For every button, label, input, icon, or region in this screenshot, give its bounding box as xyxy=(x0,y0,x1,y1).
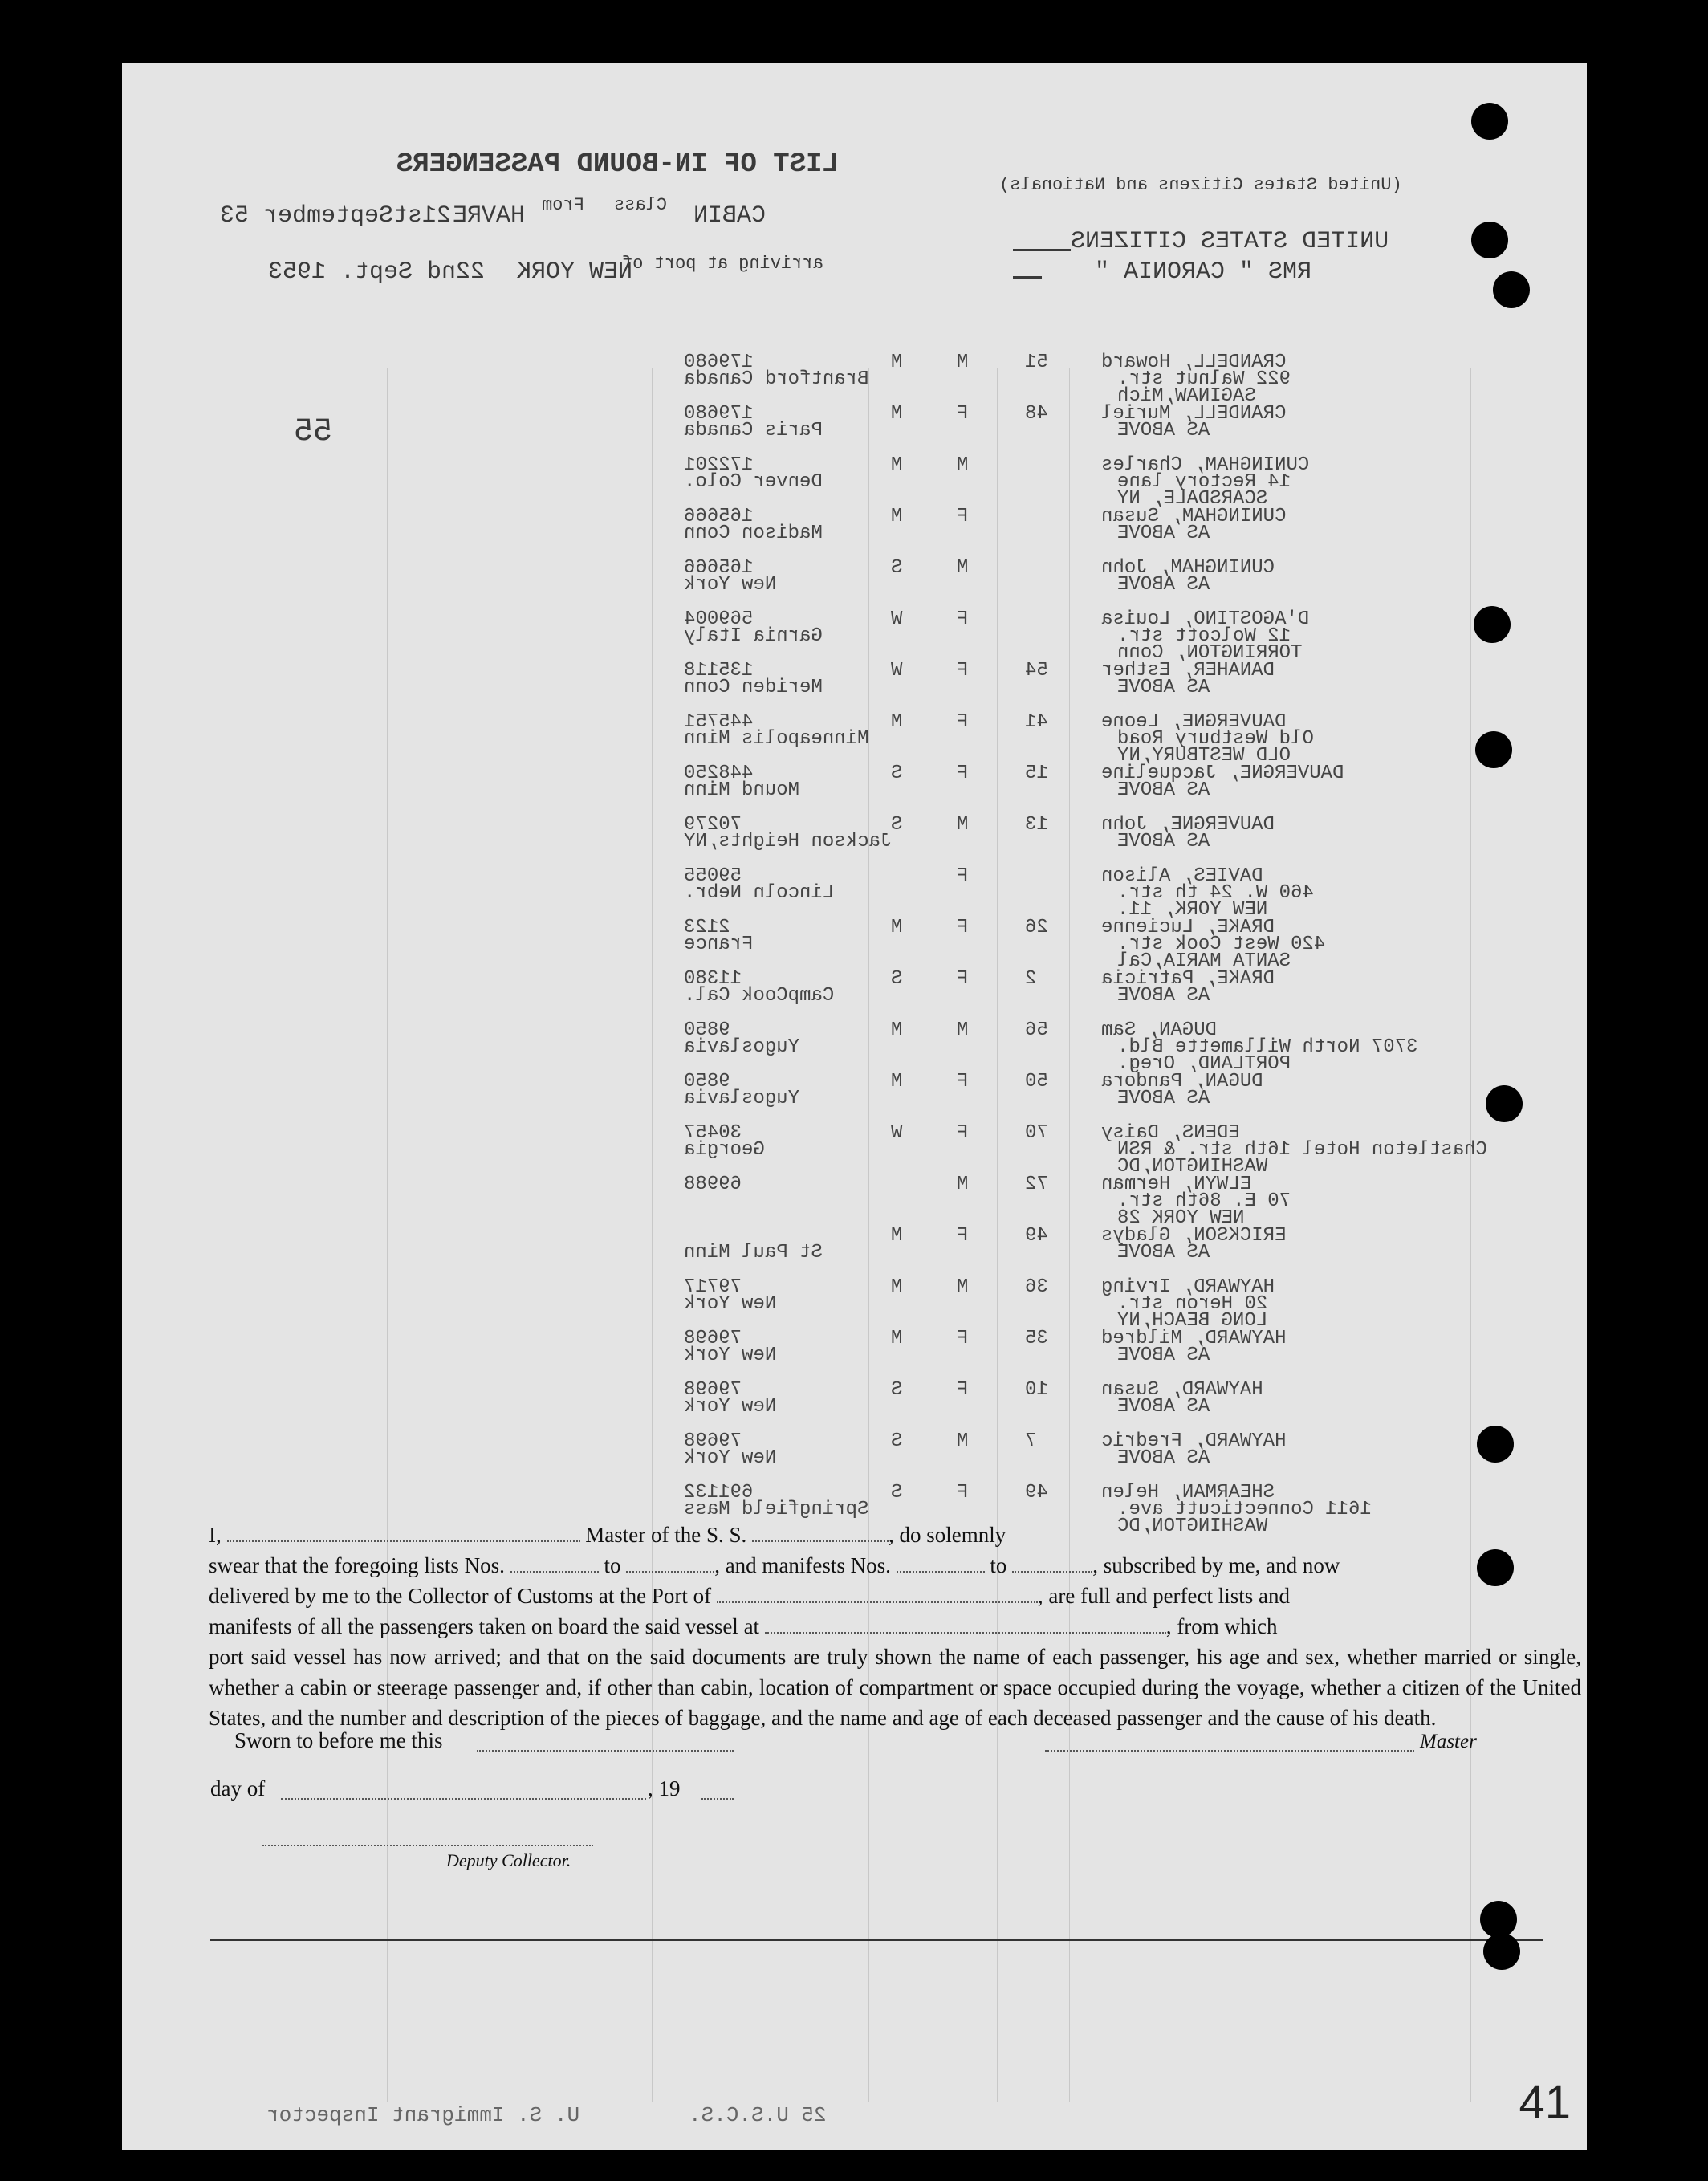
passenger-row xyxy=(122,968,1587,1019)
passenger-addr: AS ABOVE xyxy=(1117,1396,1210,1418)
passenger-name: DAUVERGNE, Leone xyxy=(1101,711,1287,733)
oath-to: to xyxy=(604,1553,621,1577)
passenger-age: 54 xyxy=(1025,660,1048,682)
passenger-born: Jackson Heights,NY xyxy=(684,831,893,852)
passenger-sex: M xyxy=(957,1019,969,1041)
passenger-cert: 30457 xyxy=(684,1122,742,1144)
punch-hole xyxy=(1493,271,1530,308)
page-number: 55 xyxy=(294,414,333,450)
passenger-addr: AS ABOVE xyxy=(1117,1088,1210,1109)
passenger-row xyxy=(122,1174,1587,1229)
passenger-row xyxy=(122,352,1587,407)
passenger-born: France xyxy=(684,934,754,955)
passenger-sex: F xyxy=(957,1071,969,1093)
passenger-list xyxy=(122,352,1587,1556)
inspector-line: U. S. Immigrant Inspector 25 U.S.C.S. xyxy=(266,2103,827,2127)
passenger-addr: Old Westbury Road xyxy=(1117,728,1314,750)
passenger-row xyxy=(122,1122,1587,1178)
passenger-row xyxy=(122,763,1587,814)
passenger-row xyxy=(122,1019,1587,1075)
passenger-ms: M xyxy=(891,454,903,476)
passenger-name: D'AGOSTINO, Louisa xyxy=(1101,608,1310,630)
deputy-label: Deputy Collector. xyxy=(446,1850,571,1870)
passenger-age: 13 xyxy=(1025,814,1048,836)
passenger-ms: M xyxy=(891,506,903,527)
embark-port-field xyxy=(765,1632,1166,1634)
passenger-row xyxy=(122,1225,1587,1276)
passenger-ms: S xyxy=(891,814,903,836)
passenger-name: HAYWARD, Susan xyxy=(1101,1379,1263,1401)
passenger-ms: W xyxy=(891,608,903,630)
passenger-row xyxy=(122,711,1587,767)
passenger-name: CUNINGHAM, John xyxy=(1101,557,1275,579)
passenger-city: PORTLAND, Oreg. xyxy=(1117,1053,1291,1075)
passenger-cert: 70279 xyxy=(684,814,742,836)
year-field xyxy=(702,1798,734,1800)
class-label: Class xyxy=(613,195,667,215)
punch-hole xyxy=(1483,1933,1520,1970)
oath-from-which: , from which xyxy=(1165,1614,1278,1638)
list-to-field xyxy=(626,1571,714,1573)
oath-manifests: , and manifests Nos. xyxy=(714,1553,891,1577)
passenger-name: DAVIES, Alison xyxy=(1101,865,1263,887)
passenger-city: SAGINAW,Mich xyxy=(1117,385,1256,407)
passenger-born: Lincoln Nebr. xyxy=(684,882,835,904)
passenger-row xyxy=(122,917,1587,972)
divider xyxy=(210,1939,1543,1941)
passenger-born: New York xyxy=(684,1396,777,1418)
passenger-age: 15 xyxy=(1025,763,1048,784)
oath-do-solemnly: , do solemnly xyxy=(888,1523,1007,1547)
passenger-born: Mound Minn xyxy=(684,779,800,801)
passenger-born: New York xyxy=(684,1447,777,1469)
passenger-name: HAYWARD, Irving xyxy=(1101,1276,1275,1298)
passenger-ms: S xyxy=(891,763,903,784)
passenger-born: New York xyxy=(684,1345,777,1366)
list-subtitle: (United States Citizens and Nationals) xyxy=(998,175,1402,195)
passenger-name: HAYWARD, Mildred xyxy=(1101,1328,1287,1349)
manifest-page xyxy=(122,63,1587,2150)
passenger-addr: 3707 North Willamette Bld. xyxy=(1117,1036,1418,1058)
passenger-born: St Paul Minn xyxy=(684,1242,823,1263)
passenger-ms: M xyxy=(891,352,903,373)
passenger-cert: 179680 xyxy=(684,403,754,425)
passenger-ms: M xyxy=(891,1276,903,1298)
passenger-cert: 165666 xyxy=(684,506,754,527)
passenger-ms: S xyxy=(891,968,903,990)
passenger-sex: F xyxy=(957,506,969,527)
sworn-date-field xyxy=(477,1750,734,1752)
oath-subscribed: , subscribed by me, and now xyxy=(1092,1553,1340,1577)
passenger-name: SHEARMAN, Helen xyxy=(1101,1482,1275,1504)
citizens-heading: UNITED STATES CITIZENS xyxy=(1071,228,1389,255)
passenger-cert: 448250 xyxy=(684,763,754,784)
passenger-cert: 9850 xyxy=(684,1071,730,1093)
passenger-cert: 569004 xyxy=(684,608,754,630)
passenger-name: DAUVERGNE, Jacqueline xyxy=(1101,763,1344,784)
passenger-age: 50 xyxy=(1025,1071,1048,1093)
list-from-field xyxy=(510,1571,599,1573)
vessel-field xyxy=(752,1540,889,1542)
passenger-addr: Chastleton Hotel 16th str. & RSN xyxy=(1117,1139,1487,1161)
passenger-addr: AS ABOVE xyxy=(1117,985,1210,1007)
passenger-addr: AS ABOVE xyxy=(1117,1447,1210,1469)
passenger-city: WASHINGTON,DC xyxy=(1117,1516,1268,1537)
passenger-cert: 9850 xyxy=(684,1019,730,1041)
passenger-sex: F xyxy=(957,608,969,630)
port-field xyxy=(717,1601,1038,1603)
oath-swear: swear that the foregoing lists Nos. xyxy=(209,1553,505,1577)
passenger-age: 48 xyxy=(1025,403,1048,425)
passenger-cert: 79698 xyxy=(684,1328,742,1349)
passenger-addr: 420 West Cook str. xyxy=(1117,934,1326,955)
passenger-age: 72 xyxy=(1025,1174,1048,1195)
passenger-name: CUNINGHAM, Susan xyxy=(1101,506,1287,527)
passenger-cert: 2123 xyxy=(684,917,730,938)
passenger-city: TORRINGTON, Conn xyxy=(1117,642,1303,664)
passenger-ms: M xyxy=(891,917,903,938)
passenger-row xyxy=(122,1071,1587,1122)
passenger-cert: 179680 xyxy=(684,352,754,373)
master-oath xyxy=(209,1520,1581,1733)
passenger-ms: M xyxy=(891,711,903,733)
punch-hole xyxy=(1477,1426,1514,1463)
passenger-city: NEW YORK, 11. xyxy=(1117,899,1268,921)
passenger-name: CRANDELL, Muriel xyxy=(1101,403,1287,425)
passenger-addr: AS ABOVE xyxy=(1117,420,1210,441)
passenger-addr: 70 E. 86th str. xyxy=(1117,1190,1291,1212)
day-field xyxy=(281,1798,646,1800)
passenger-row xyxy=(122,557,1587,608)
passenger-sex: M xyxy=(957,454,969,476)
passenger-city: SANTA MARIA,Cal xyxy=(1117,950,1291,972)
passenger-cert: 135118 xyxy=(684,660,754,682)
passenger-name: DUGAN, Sam xyxy=(1101,1019,1218,1041)
passenger-born: Georgia xyxy=(684,1139,765,1161)
passenger-cert: 79717 xyxy=(684,1276,742,1298)
passenger-sex: F xyxy=(957,763,969,784)
deputy-signature-field xyxy=(262,1845,593,1846)
passenger-addr: 14 Rectory lane xyxy=(1117,471,1291,493)
passenger-city: WASHINGTON,DC xyxy=(1117,1156,1268,1178)
punch-hole xyxy=(1475,731,1512,768)
passenger-sex: M xyxy=(957,1174,969,1195)
master-name-field xyxy=(227,1540,580,1542)
passenger-age: 41 xyxy=(1025,711,1048,733)
arriving-label: arriving at port of xyxy=(621,254,824,274)
passenger-city: NEW YORK 28 xyxy=(1117,1207,1245,1229)
passenger-born: New York xyxy=(684,574,777,596)
passenger-row xyxy=(122,814,1587,865)
passenger-name: DAUVERGNE, John xyxy=(1101,814,1275,836)
passenger-born: Yugoslavia xyxy=(684,1088,800,1109)
passenger-addr: AS ABOVE xyxy=(1117,523,1210,544)
passenger-born: Denver Colo. xyxy=(684,471,823,493)
passenger-addr: AS ABOVE xyxy=(1117,574,1210,596)
passenger-cert: 172201 xyxy=(684,454,754,476)
passenger-sex: F xyxy=(957,917,969,938)
passenger-cert: 445751 xyxy=(684,711,754,733)
passenger-name: CRANDELL, Howard xyxy=(1101,352,1287,373)
passenger-age: 2 xyxy=(1025,968,1037,990)
passenger-sex: F xyxy=(957,1225,969,1247)
passenger-name: CUNINGHAM, Charles xyxy=(1101,454,1310,476)
passenger-born: Garnia Italy xyxy=(684,625,823,647)
passenger-name: ELWYN, Herman xyxy=(1101,1174,1252,1195)
passenger-born: Springfield Mass xyxy=(684,1499,869,1520)
passenger-sex: F xyxy=(957,1328,969,1349)
passenger-age: 49 xyxy=(1025,1482,1048,1504)
passenger-age: 35 xyxy=(1025,1328,1048,1349)
punch-hole xyxy=(1477,1549,1514,1586)
passenger-sex: M xyxy=(957,352,969,373)
passenger-sex: M xyxy=(957,557,969,579)
passenger-addr: 20 Heron str. xyxy=(1117,1293,1268,1315)
passenger-ms: M xyxy=(891,1328,903,1349)
passenger-cert: 11380 xyxy=(684,968,742,990)
passenger-age: 36 xyxy=(1025,1276,1048,1298)
passenger-ms: M xyxy=(891,1225,903,1247)
passenger-cert: 79698 xyxy=(684,1430,742,1452)
passenger-cert: 59055 xyxy=(684,865,742,887)
passenger-sex: F xyxy=(957,711,969,733)
passenger-ms: M xyxy=(891,403,903,425)
passenger-born: Paris Canada xyxy=(684,420,823,441)
passenger-sex: M xyxy=(957,814,969,836)
passenger-addr: AS ABOVE xyxy=(1117,831,1210,852)
passenger-row xyxy=(122,608,1587,664)
oath-master-of: Master of the S. S. xyxy=(585,1523,747,1547)
passenger-row xyxy=(122,403,1587,454)
passenger-ms: W xyxy=(891,1122,903,1144)
master-label: Master xyxy=(1420,1731,1477,1752)
punch-hole xyxy=(1486,1085,1523,1122)
passenger-sex: F xyxy=(957,1379,969,1401)
passenger-row xyxy=(122,1276,1587,1332)
passenger-sex: M xyxy=(957,1430,969,1452)
passenger-row xyxy=(122,865,1587,921)
passenger-cert: 79698 xyxy=(684,1379,742,1401)
passenger-row xyxy=(122,1379,1587,1430)
passenger-name: DUGAN, Pandora xyxy=(1101,1071,1263,1093)
passenger-sex: F xyxy=(957,1122,969,1144)
passenger-age: 51 xyxy=(1025,352,1048,373)
passenger-born: Brantford Canada xyxy=(684,368,869,390)
arrival-date: 22nd Sept. 1953 xyxy=(268,258,486,286)
passenger-addr: AS ABOVE xyxy=(1117,1242,1210,1263)
passenger-name: DRAKE, Lucienne xyxy=(1101,917,1275,938)
passenger-addr: AS ABOVE xyxy=(1117,1345,1210,1366)
passenger-born: New York xyxy=(684,1293,777,1315)
passenger-ms: M xyxy=(891,1019,903,1041)
passenger-row xyxy=(122,1328,1587,1379)
class-value: CABIN xyxy=(693,202,767,230)
passenger-cert: 69988 xyxy=(684,1174,742,1195)
passenger-cert: 691132 xyxy=(684,1482,754,1504)
punch-hole xyxy=(1471,222,1508,258)
passenger-name: EDENS, Daisy xyxy=(1101,1122,1240,1144)
oath-delivered: delivered by me to the Collector of Customs at the Port of xyxy=(209,1584,712,1608)
punch-hole xyxy=(1474,606,1511,643)
passenger-ms: S xyxy=(891,557,903,579)
passenger-born: Madison Conn xyxy=(684,523,823,544)
oath-to: to xyxy=(990,1553,1007,1577)
passenger-row xyxy=(122,660,1587,711)
passenger-born: Minneapolis Minn xyxy=(684,728,869,750)
from-label: From xyxy=(541,195,584,215)
passenger-born: Yugoslavia xyxy=(684,1036,800,1058)
oath-manifests-all: manifests of all the passengers taken on board the said vessel at xyxy=(209,1614,760,1638)
passenger-age: 7 xyxy=(1025,1430,1037,1452)
passenger-sex: F xyxy=(957,865,969,887)
passenger-age: 56 xyxy=(1025,1019,1048,1041)
from-value: HAVRE xyxy=(453,202,526,230)
passenger-name: HAYWARD, Fredric xyxy=(1101,1430,1287,1452)
passenger-ms: S xyxy=(891,1379,903,1401)
passenger-addr: 922 Walnut str. xyxy=(1117,368,1291,390)
passenger-sex: F xyxy=(957,660,969,682)
arrival-port: NEW YORK xyxy=(517,258,633,286)
passenger-ms: S xyxy=(891,1430,903,1452)
oath-full: , are full and perfect lists and xyxy=(1037,1584,1291,1608)
passenger-ms: M xyxy=(891,1071,903,1093)
passenger-row xyxy=(122,506,1587,557)
passenger-born: CampCook Cal. xyxy=(684,985,835,1007)
passenger-age: 49 xyxy=(1025,1225,1048,1247)
punch-hole xyxy=(1471,103,1508,140)
departure-date: 21stSeptember 53 xyxy=(220,202,452,230)
passenger-name: DRAKE, Patricia xyxy=(1101,968,1275,990)
day-of-label: day of xyxy=(210,1776,266,1801)
passenger-sex: F xyxy=(957,403,969,425)
passenger-ms: S xyxy=(891,1482,903,1504)
passenger-sex: F xyxy=(957,1482,969,1504)
passenger-city: OLD WESTBURY,NY xyxy=(1117,745,1291,767)
oath-body: port said vessel has now arrived; and that on the said documents are truly shown the name of each passenger, his age and sex, whether married or single, whether a cabin or steerage passenger and, if other than cabin, location of compartment or space occupied during the voyage, whether a citizen of the United States, and the number and description of the pieces of baggage, and the name and age of each deceased passenger and the cause of his death. xyxy=(209,1645,1581,1730)
master-signature-field xyxy=(1045,1750,1414,1752)
passenger-addr: 460 W. 24 th str. xyxy=(1117,882,1314,904)
year-label: , 19 xyxy=(648,1776,681,1801)
passenger-sex: F xyxy=(957,968,969,990)
passenger-row xyxy=(122,1430,1587,1482)
oath-i: I, xyxy=(209,1523,222,1547)
sworn-label: Sworn to before me this xyxy=(234,1728,443,1752)
passenger-city: LONG BEACH,NY xyxy=(1117,1310,1268,1332)
passenger-city: SCARSDALE, NY xyxy=(1117,488,1268,510)
passenger-addr: AS ABOVE xyxy=(1117,779,1210,801)
list-title: LIST OF IN-BOUND PASSENGERS xyxy=(396,149,839,180)
passenger-addr: AS ABOVE xyxy=(1117,677,1210,698)
passenger-name: DANAHER, Esther xyxy=(1101,660,1275,682)
passenger-addr: 12 Wolcott str. xyxy=(1117,625,1291,647)
passenger-age: 26 xyxy=(1025,917,1048,938)
passenger-age: 10 xyxy=(1025,1379,1048,1401)
passenger-cert: 165666 xyxy=(684,557,754,579)
passenger-addr: 1611 Connecticutt ave. xyxy=(1117,1499,1372,1520)
manifest-to-field xyxy=(1012,1571,1092,1573)
passenger-born: Meriden Conn xyxy=(684,677,823,698)
passenger-age: 70 xyxy=(1025,1122,1048,1144)
passenger-row xyxy=(122,454,1587,510)
passenger-name: ERICKSON, Gladys xyxy=(1101,1225,1287,1247)
manifest-from-field xyxy=(897,1571,985,1573)
vessel-name: RMS " CARONIA " xyxy=(1095,258,1312,286)
passenger-ms: W xyxy=(891,660,903,682)
page-mark: 41 xyxy=(1519,2077,1571,2129)
punch-hole xyxy=(1480,1901,1517,1938)
passenger-sex: M xyxy=(957,1276,969,1298)
